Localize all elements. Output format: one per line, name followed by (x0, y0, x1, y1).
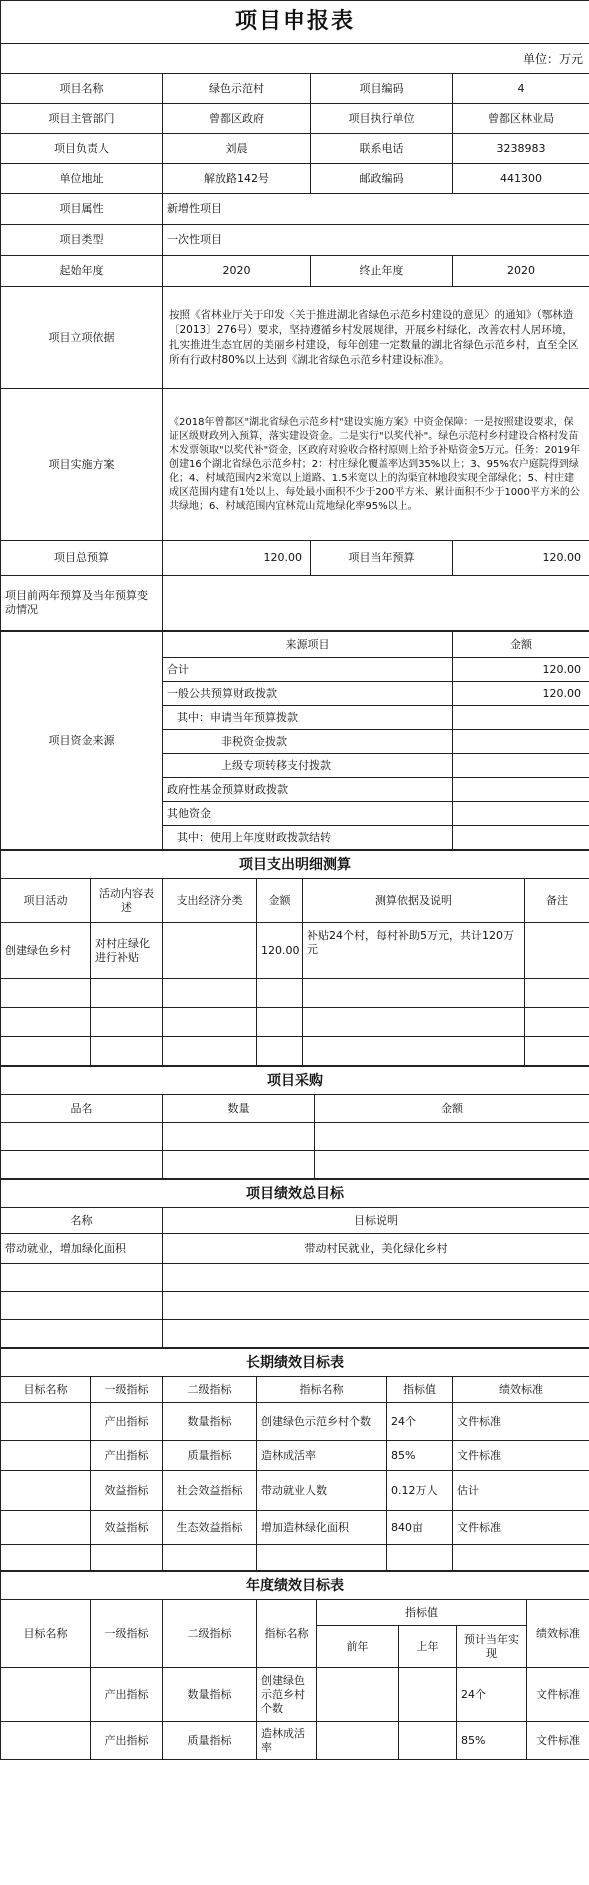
phone-label: 联系电话 (311, 134, 453, 164)
longterm-l1: 效益指标 (91, 1471, 163, 1511)
end-year-label: 终止年度 (311, 256, 453, 287)
longterm-l1: 效益指标 (91, 1511, 163, 1545)
project-code-label: 项目编码 (311, 74, 453, 104)
annual-prev2 (317, 1722, 399, 1760)
table-row (1, 1441, 589, 1471)
longterm-goal-table (0, 1348, 589, 1571)
funding-source: 合计 (163, 658, 453, 682)
overall-header: 名称 (1, 1208, 163, 1234)
funding-table (0, 631, 589, 850)
funding-amount (453, 778, 589, 802)
annual-indicator: 造林成活率 (257, 1722, 317, 1760)
funding-source: 其他资金 (163, 802, 453, 826)
annual-subheader: 前年 (317, 1626, 399, 1668)
annual-standard: 文件标准 (527, 1722, 589, 1760)
funding-amount (453, 706, 589, 730)
overall-section-title: 项目绩效总目标 (1, 1180, 589, 1208)
table-row (1, 1511, 589, 1545)
exec-label: 项目执行单位 (311, 104, 453, 134)
longterm-l1: 产出指标 (91, 1441, 163, 1471)
total-budget-label: 项目总预算 (1, 541, 163, 576)
start-year-label: 起始年度 (1, 256, 163, 287)
annual-goal (1, 1668, 91, 1722)
end-year-value: 2020 (453, 256, 589, 287)
annual-goal (1, 1722, 91, 1760)
longterm-header: 目标名称 (1, 1377, 91, 1403)
expense-header: 支出经济分类 (163, 879, 257, 923)
longterm-header: 二级指标 (163, 1377, 257, 1403)
total-budget-value: 120.00 (163, 541, 311, 576)
annual-subheader: 上年 (399, 1626, 457, 1668)
expense-header: 项目活动 (1, 879, 91, 923)
table-row (1, 1264, 589, 1292)
funding-source: 其中：申请当年预算拨款 (163, 706, 453, 730)
expense-table (0, 850, 589, 1066)
expense-section-title: 项目支出明细测算 (1, 851, 589, 879)
funding-amount-header: 金额 (453, 632, 589, 658)
longterm-value: 0.12万人 (387, 1471, 453, 1511)
expense-amount: 120.00 (257, 923, 303, 979)
longterm-indicator: 增加造林绿化面积 (257, 1511, 387, 1545)
table-row (1, 1320, 589, 1348)
funding-label: 项目资金来源 (1, 632, 163, 850)
basis-label: 项目立项依据 (1, 287, 163, 389)
table-row (1, 1403, 589, 1441)
table-row (1, 1471, 589, 1511)
annual-prev1 (399, 1722, 457, 1760)
unit-label: 单位：万元 (1, 44, 589, 74)
project-name-value: 绿色示范村 (163, 74, 311, 104)
funding-source: 政府性基金预算财政拨款 (163, 778, 453, 802)
longterm-value: 24个 (387, 1403, 453, 1441)
annual-l2: 质量指标 (163, 1722, 257, 1760)
longterm-section-title: 长期绩效目标表 (1, 1349, 589, 1377)
funding-amount: 120.00 (453, 658, 589, 682)
annual-goal-table (0, 1571, 589, 1760)
annual-header: 指标名称 (257, 1600, 317, 1668)
longterm-l2: 社会效益指标 (163, 1471, 257, 1511)
table-row (1, 1123, 589, 1151)
prev-budget-value (163, 576, 589, 631)
longterm-l2: 数量指标 (163, 1403, 257, 1441)
longterm-value: 85% (387, 1441, 453, 1471)
project-code-value: 4 (453, 74, 589, 104)
longterm-standard: 文件标准 (453, 1511, 589, 1545)
project-name-label: 项目名称 (1, 74, 163, 104)
annual-l1: 产出指标 (91, 1668, 163, 1722)
expense-header: 活动内容表述 (91, 879, 163, 923)
expense-content: 对村庄绿化进行补贴 (91, 923, 163, 979)
year-budget-label: 项目当年预算 (311, 541, 453, 576)
year-budget-value: 120.00 (453, 541, 589, 576)
funding-amount (453, 754, 589, 778)
longterm-goal (1, 1441, 91, 1471)
longterm-indicator: 带动就业人数 (257, 1471, 387, 1511)
funding-source: 其中：使用上年度财政拨款结转 (163, 826, 453, 850)
funding-amount (453, 802, 589, 826)
prev-budget-label: 项目前两年预算及当年预算变动情况 (1, 576, 163, 631)
longterm-header: 一级指标 (91, 1377, 163, 1403)
longterm-goal (1, 1403, 91, 1441)
overall-header: 目标说明 (163, 1208, 589, 1234)
phone-value: 3238983 (453, 134, 589, 164)
table-row (1, 1668, 589, 1722)
longterm-standard: 文件标准 (453, 1403, 589, 1441)
annual-subheader: 预计当年实现 (457, 1626, 527, 1668)
table-row (1, 1037, 589, 1066)
annual-prev2 (317, 1668, 399, 1722)
overall-goal-table (0, 1179, 589, 1348)
zip-value: 441300 (453, 164, 589, 194)
overall-goal-name: 带动就业，增加绿化面积 (1, 1234, 163, 1264)
form-title: 项目申报表 (1, 1, 589, 44)
annual-header: 一级指标 (91, 1600, 163, 1668)
funding-amount (453, 826, 589, 850)
expense-category (163, 923, 257, 979)
address-value: 解放路142号 (163, 164, 311, 194)
procurement-section-title: 项目采购 (1, 1067, 589, 1095)
longterm-l1: 产出指标 (91, 1403, 163, 1441)
annual-prev1 (399, 1668, 457, 1722)
table-row (1, 1545, 589, 1571)
exec-value: 曾都区林业局 (453, 104, 589, 134)
plan-label: 项目实施方案 (1, 389, 163, 541)
longterm-goal (1, 1511, 91, 1545)
annual-l1: 产出指标 (91, 1722, 163, 1760)
funding-source: 上级专项转移支付拨款 (163, 754, 453, 778)
zip-label: 邮政编码 (311, 164, 453, 194)
start-year-value: 2020 (163, 256, 311, 287)
procurement-table (0, 1066, 589, 1179)
table-row (1, 1008, 589, 1037)
procurement-header: 金额 (315, 1095, 589, 1123)
annual-section-title: 年度绩效目标表 (1, 1572, 589, 1600)
expense-note (525, 923, 589, 979)
funding-source: 非税资金拨款 (163, 730, 453, 754)
leader-label: 项目负责人 (1, 134, 163, 164)
table-row (1, 979, 589, 1008)
type-value: 一次性项目 (163, 225, 589, 256)
basis-text: 按照《省林业厅关于印发〈关于推进湖北省绿色示范乡村建设的意见〉的通知》（鄂林造〔2013〕276号）要求，坚持遵循乡村发展规律，开展乡村绿化，改善农村人居环境，扎实推进生态宜居的美丽乡村建设，每年创建一定数量的湖北省绿色示范乡村，直至全区所有行政村80%以上达到《湖北省绿色示范乡村建设标准》。 (163, 287, 589, 389)
funding-source-header: 来源项目 (163, 632, 453, 658)
procurement-header: 品名 (1, 1095, 163, 1123)
attr-label: 项目属性 (1, 194, 163, 225)
longterm-l2: 质量指标 (163, 1441, 257, 1471)
dept-label: 项目主管部门 (1, 104, 163, 134)
dept-value: 曾都区政府 (163, 104, 311, 134)
attr-value: 新增性项目 (163, 194, 589, 225)
annual-l2: 数量指标 (163, 1668, 257, 1722)
longterm-standard: 估计 (453, 1471, 589, 1511)
expense-activity: 创建绿色乡村 (1, 923, 91, 979)
annual-header: 二级指标 (163, 1600, 257, 1668)
expense-basis: 补贴24个村，每村补助5万元，共计120万元 (303, 923, 525, 979)
annual-header: 指标值 (317, 1600, 527, 1626)
annual-header: 目标名称 (1, 1600, 91, 1668)
funding-amount: 120.00 (453, 682, 589, 706)
longterm-value: 840亩 (387, 1511, 453, 1545)
table-row (1, 1722, 589, 1760)
table-row (1, 1151, 589, 1179)
longterm-standard: 文件标准 (453, 1441, 589, 1471)
longterm-indicator: 造林成活率 (257, 1441, 387, 1471)
longterm-l2: 生态效益指标 (163, 1511, 257, 1545)
annual-indicator: 创建绿色示范乡村个数 (257, 1668, 317, 1722)
longterm-header: 指标值 (387, 1377, 453, 1403)
longterm-goal (1, 1471, 91, 1511)
longterm-header: 绩效标准 (453, 1377, 589, 1403)
annual-standard: 文件标准 (527, 1668, 589, 1722)
plan-text: 《2018年曾都区"湖北省绿色示范乡村"建设实施方案》中资金保障：一是按照建设要求，保证区级财政列入预算，落实建设资金。二是实行"以奖代补"。绿色示范村乡村建设合格村发苗木发票领取"以奖代补"资金，区政府对验收合格村原则上给予补贴资金5万元。任务：2019年创建16个湖北省绿色示范乡村；2：村庄绿化覆盖率达到35%以上；3、95%农户庭院得到绿化；4、村域范围内2米宽以上道路、1.5米宽以上的沟渠宜林地段实现全部绿化；5、村庄建成区范围内建有1处以上、每处最小面积不少于200平方米、累计面积不少于1000平方米的公共绿地；6、村域范围内宜林荒山荒地绿化率95%以上。 (163, 389, 589, 541)
expense-header: 金额 (257, 879, 303, 923)
type-label: 项目类型 (1, 225, 163, 256)
procurement-header: 数量 (163, 1095, 315, 1123)
annual-header: 绩效标准 (527, 1600, 589, 1668)
expense-header: 备注 (525, 879, 589, 923)
annual-current: 85% (457, 1722, 527, 1760)
overall-goal-desc: 带动村民就业，美化绿化乡村 (163, 1234, 589, 1264)
annual-current: 24个 (457, 1668, 527, 1722)
address-label: 单位地址 (1, 164, 163, 194)
leader-value: 刘晨 (163, 134, 311, 164)
expense-header: 测算依据及说明 (303, 879, 525, 923)
longterm-header: 指标名称 (257, 1377, 387, 1403)
table-row (1, 1292, 589, 1320)
basic-info-table (0, 0, 589, 631)
funding-source: 一般公共预算财政拨款 (163, 682, 453, 706)
longterm-indicator: 创建绿色示范乡村个数 (257, 1403, 387, 1441)
funding-amount (453, 730, 589, 754)
